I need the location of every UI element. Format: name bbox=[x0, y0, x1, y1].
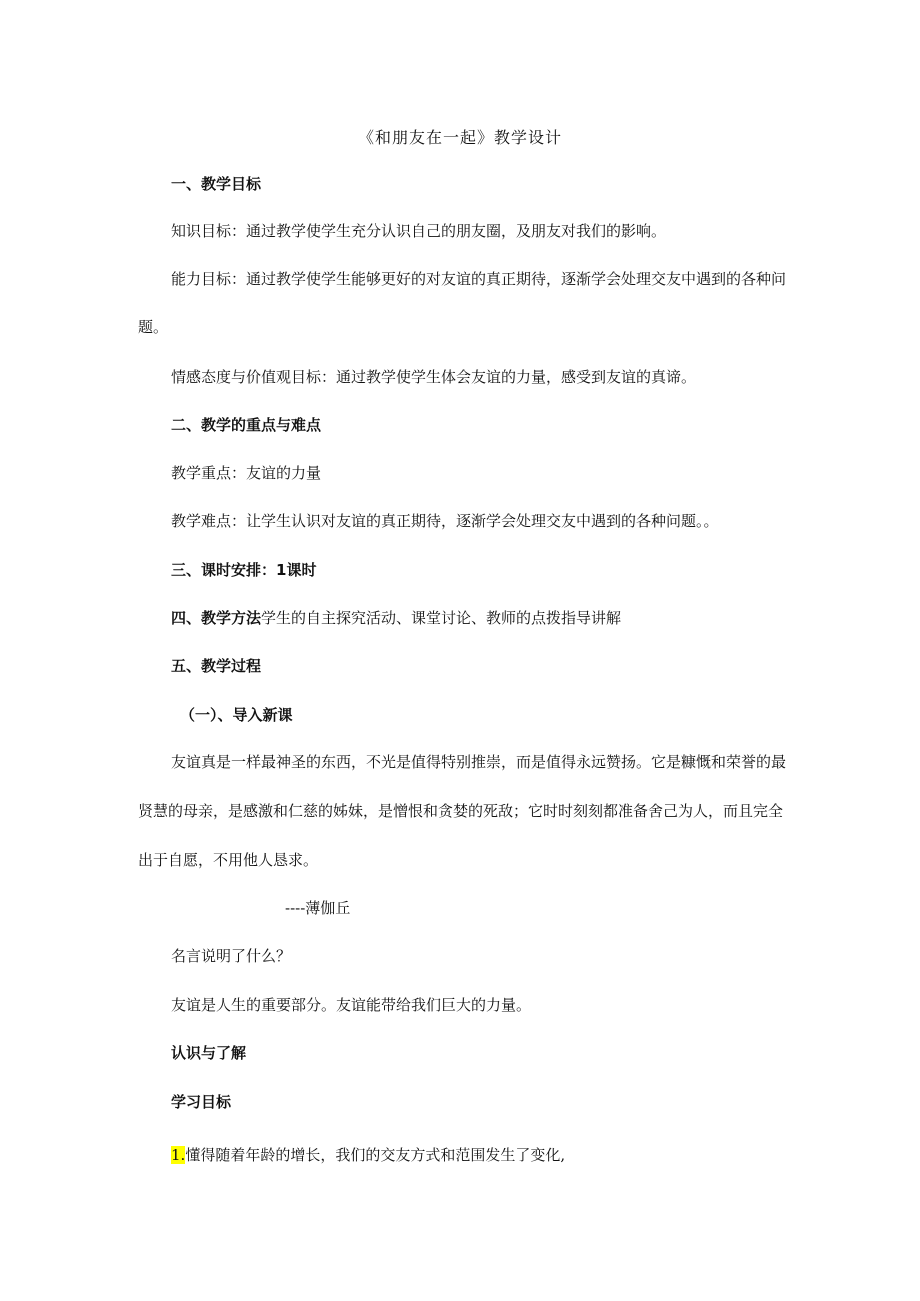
document-title: 《和朋友在一起》教学设计 bbox=[357, 128, 562, 147]
quote-author: ----薄伽丘 bbox=[285, 899, 351, 917]
emotion-goal-text: 情感态度与价值观目标：通过教学使学生体会友谊的力量，感受到友谊的真谛。 bbox=[171, 368, 697, 386]
question-text: 名言说明了什么？ bbox=[171, 947, 292, 965]
goal-1-text: 懂得随着年龄的增长，我们的交友方式和范围发生了变化, bbox=[185, 1146, 566, 1164]
learning-goals-heading: 学习目标 bbox=[171, 1093, 232, 1111]
knowledge-goal-text: 知识目标：通过教学使学生充分认识自己的朋友圈，及朋友对我们的影响。 bbox=[171, 222, 667, 240]
goal-1-number: 1. bbox=[171, 1146, 186, 1164]
quote-line-2: 贤慧的母亲，是感激和仁慈的姊妹，是憎恨和贪婪的死敌；它时时刻刻都准备舍己为人，而且完全 bbox=[138, 802, 784, 820]
subsection-1-heading: （一）、导入新课 bbox=[180, 706, 293, 724]
section-1-heading: 一、教学目标 bbox=[171, 175, 262, 193]
ability-goal-text-line-2: 题。 bbox=[138, 318, 169, 336]
ability-goal-text-line-1: 能力目标：通过教学使学生能够更好的对友谊的真正期待，逐渐学会处理交友中遇到的各种问 bbox=[171, 270, 787, 288]
section-3-heading: 三、课时安排：1课时 bbox=[171, 561, 317, 579]
section-4-heading: 四、教学方法 bbox=[171, 609, 262, 627]
quote-line-3: 出于自愿，不用他人恳求。 bbox=[138, 851, 319, 869]
key-point-text: 教学重点：友谊的力量 bbox=[171, 464, 322, 482]
understand-heading: 认识与了解 bbox=[171, 1044, 247, 1062]
answer-text: 友谊是人生的重要部分。友谊能带给我们巨大的力量。 bbox=[171, 996, 532, 1014]
learning-goal-1 bbox=[171, 1145, 565, 1165]
section-5-heading: 五、教学过程 bbox=[171, 657, 262, 675]
section-2-heading: 二、教学的重点与难点 bbox=[171, 416, 322, 434]
section-4-line bbox=[171, 608, 621, 628]
section-4-text: 学生的自主探究活动、课堂讨论、教师的点拨指导讲解 bbox=[261, 609, 622, 627]
difficult-point-text: 教学难点：让学生认识对友谊的真正期待，逐渐学会处理交友中遇到的各种问题。。 bbox=[171, 512, 719, 530]
quote-line-1: 友谊真是一样最神圣的东西，不光是值得特别推崇，而是值得永远赞扬。它是糠慨和荣誉的最 bbox=[171, 753, 787, 771]
